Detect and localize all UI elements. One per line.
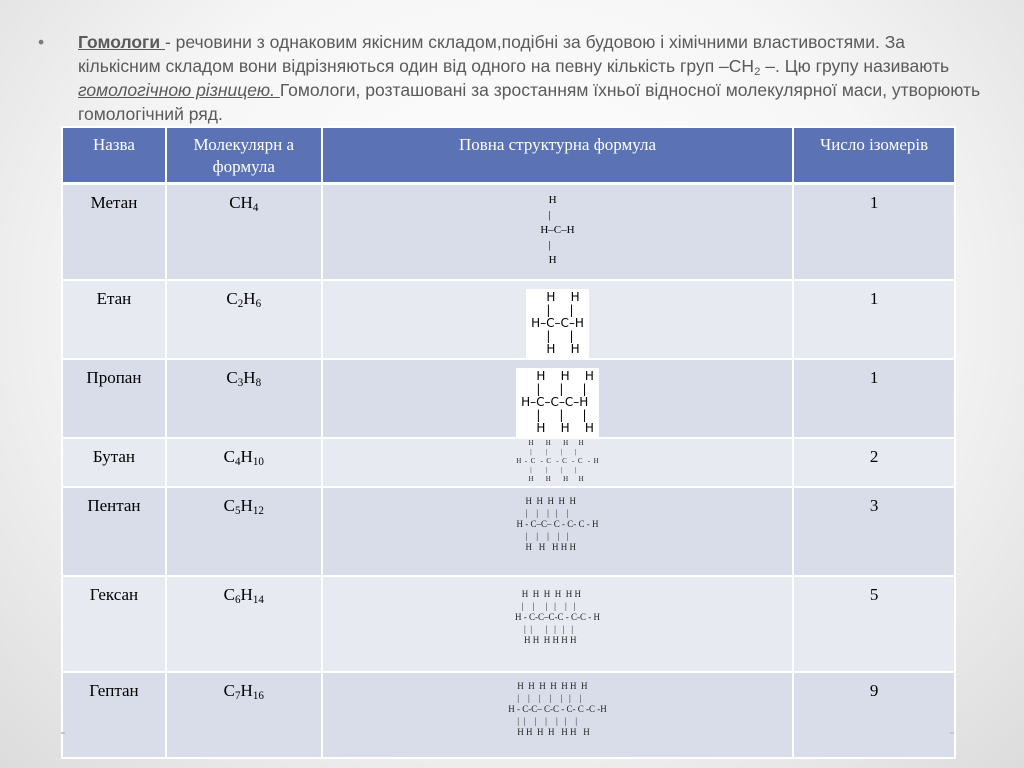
cell-molecular-formula: $С_6Н_{14}$ (166, 576, 322, 672)
structural-formula: H H H | | | H–C–C–C–H | | | H H H (516, 368, 599, 437)
intro-subscript: 2 (754, 65, 761, 78)
cell-structural-formula (322, 183, 794, 280)
table-corner-mark-right (950, 732, 954, 734)
structural-formula: H H H H H H | | | | | | H - C-C–C-C - C-C - H | | | | | | H H H H H H (514, 589, 600, 645)
term-homologs: Гомологи (78, 32, 165, 52)
cell-isomer-count: 1 (793, 183, 955, 280)
structural-formula: H H H H H H H | | | | | | | H - C-C– C-C - C- C -C -H | | | | | | | H H H H H H H (508, 681, 607, 737)
header-structural-formula: Повна структурна формула (322, 127, 794, 183)
cell-isomer-count: 1 (793, 359, 955, 438)
cell-molecular-formula: $С_7Н_{16}$ (166, 672, 322, 758)
intro-part-1: - речовини з однаковим якісним складом,подібні за будовою і хімічними властивостями. За кількісним складом вони відрізняються один від одного на певну кількість груп –СН (78, 32, 906, 76)
cell-isomer-count: 1 (793, 280, 955, 359)
term-homologous-difference: гомологічною різницею. (78, 80, 280, 100)
cell-structural-formula (322, 576, 794, 672)
cell-name: Етан (62, 280, 166, 359)
cell-molecular-formula: $С_4Н_{10}$ (166, 438, 322, 487)
cell-name: Пентан (62, 487, 166, 576)
header-molecular-formula: Молекулярн а формула (166, 127, 322, 183)
intro-paragraph (38, 30, 988, 126)
cell-structural-formula (322, 359, 794, 438)
intro-part-2: –. Цю групу називають (760, 56, 950, 76)
cell-isomer-count: 9 (793, 672, 955, 758)
cell-isomer-count: 2 (793, 438, 955, 487)
structural-formula: H H H H H | | | | | H - C–C– C - C- C - H | | | | | H H H H H (516, 496, 599, 552)
table-row (62, 280, 955, 359)
structural-formula: H H | | H–C–C–H | | H H (526, 289, 589, 358)
cell-structural-formula (322, 487, 794, 576)
structural-formula: H H H H | | | | H - C - C - C - C - H | | | | H H H H (516, 439, 599, 483)
table-corner-mark-left (61, 732, 65, 734)
table-row (62, 576, 955, 672)
cell-name: Гексан (62, 576, 166, 672)
cell-isomer-count: 3 (793, 487, 955, 576)
cell-name: Пропан (62, 359, 166, 438)
cell-structural-formula (322, 672, 794, 758)
cell-name: Метан (62, 183, 166, 280)
intro-text (78, 30, 988, 126)
intro-part-3: Гомологи, розташовані за зростанням їхньої відносної молекулярної маси, утворюють гомологічний ряд. (78, 80, 981, 124)
cell-molecular-formula: $С_2Н_6$ (166, 280, 322, 359)
table-row (62, 672, 955, 758)
cell-molecular-formula: $СН_4$ (166, 183, 322, 280)
header-name: Назва (62, 127, 166, 183)
table-row (62, 438, 955, 487)
table-row (62, 183, 955, 280)
table-header-row (62, 127, 955, 183)
cell-name: Бутан (62, 438, 166, 487)
cell-isomer-count: 5 (793, 576, 955, 672)
header-isomer-count: Число ізомерів (793, 127, 955, 183)
bullet-marker: • (38, 32, 45, 52)
homologs-table (61, 126, 956, 759)
table-row (62, 359, 955, 438)
structural-formula: H | H–C–H | H (540, 193, 575, 266)
cell-molecular-formula: $С_3Н_8$ (166, 359, 322, 438)
cell-structural-formula (322, 280, 794, 359)
cell-molecular-formula: $С_5Н_{12}$ (166, 487, 322, 576)
table-row (62, 487, 955, 576)
cell-structural-formula (322, 438, 794, 487)
cell-name: Гептан (62, 672, 166, 758)
